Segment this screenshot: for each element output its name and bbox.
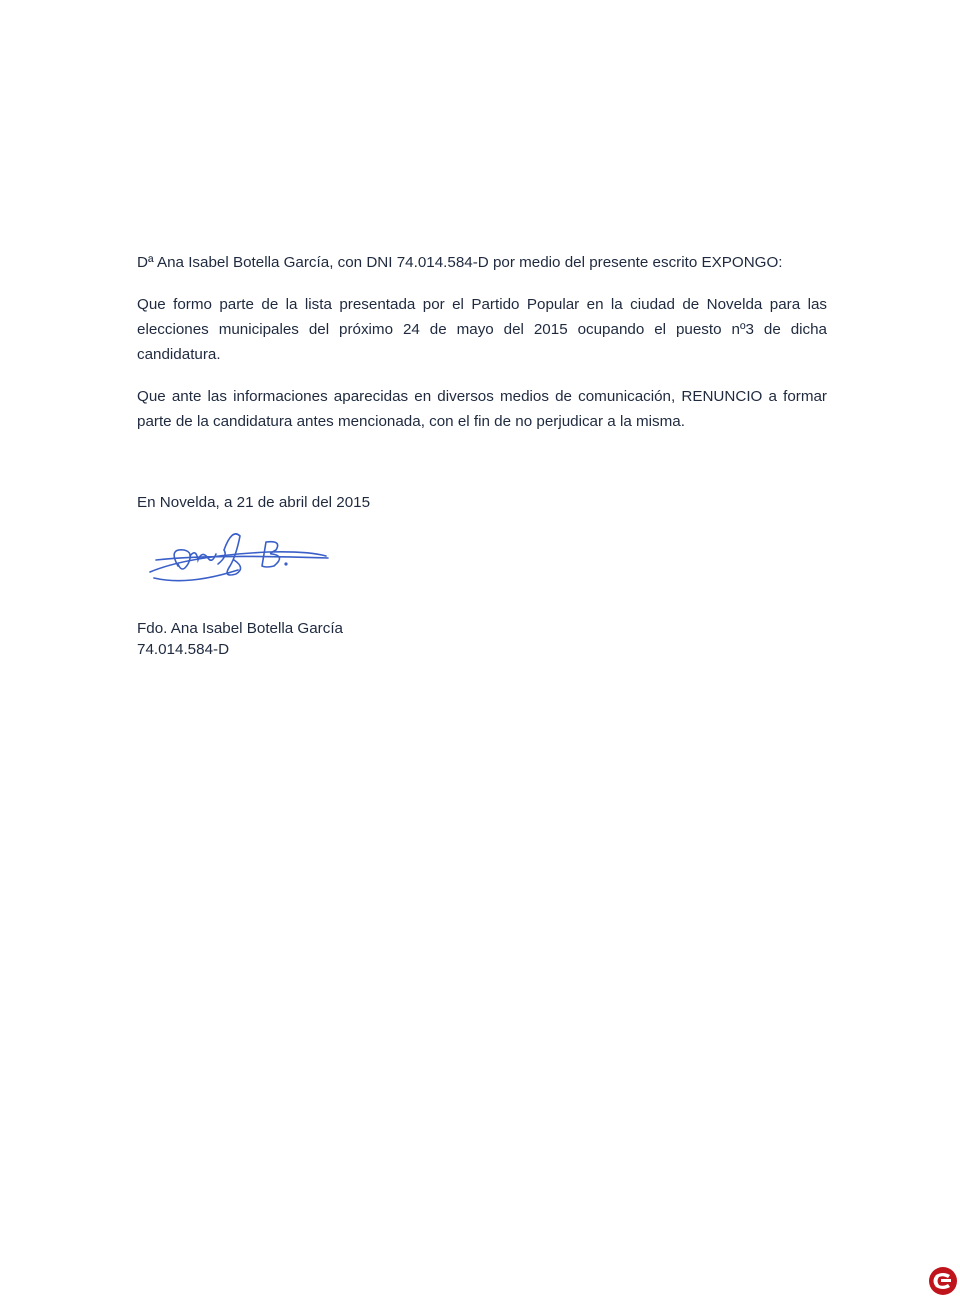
signed-by: Fdo. Ana Isabel Botella García	[137, 620, 343, 637]
place-date: En Novelda, a 21 de abril del 2015	[137, 494, 371, 511]
paragraph-candidacy: Que formo parte de la lista presentada por el Partido Popular en la ciudad de Novelda para las elecciones municipales del próximo 24 de mayo del 2015 ocupando el puesto nº3 de dicha candidatura.	[137, 296, 827, 363]
dni-number: 74.014.584-D	[137, 641, 230, 658]
intro-paragraph: Dª Ana Isabel Botella García, con DNI 74.014.584-D por medio del presente escrito EXPONGO:	[137, 254, 783, 271]
paragraph-resignation: Que ante las informaciones aparecidas en diversos medios de comunicación, RENUNCIO a formar parte de la candidatura antes mencionada, con el fin de no perjudicar a la misma.	[137, 388, 827, 430]
signatory-block	[137, 618, 343, 660]
signature-icon	[148, 526, 333, 586]
publisher-logo-icon	[928, 1266, 958, 1296]
